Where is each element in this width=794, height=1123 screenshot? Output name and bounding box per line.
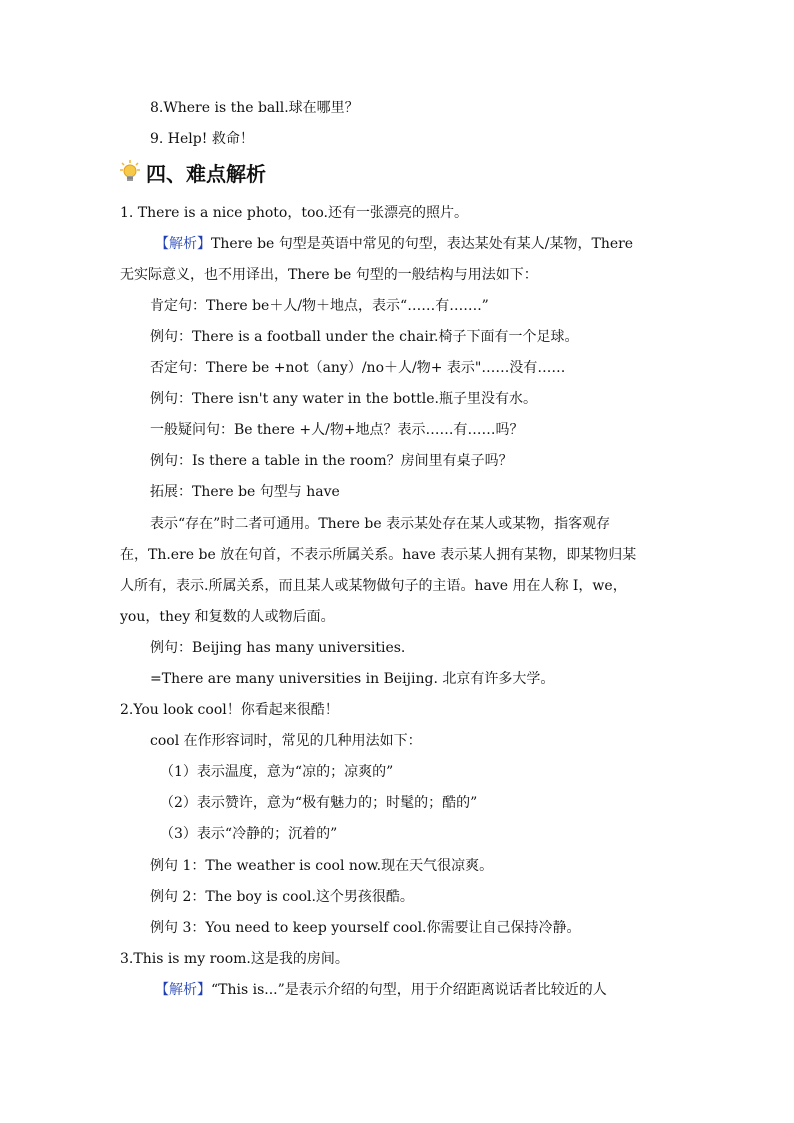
text-line: 例句：Beijing has many universities. xyxy=(150,640,406,656)
analysis-tag: 【解析】 xyxy=(155,236,211,252)
text-line: 否定句：There be +not（any）/no＋人/物+ 表示"……没有…… xyxy=(150,360,566,376)
text-line: 一般疑问句：Be there +人/物+地点？表示……有……吗？ xyxy=(150,422,524,438)
text-span: There be 句型是英语中常见的句型，表达某处有某人/某物，There xyxy=(211,236,634,252)
text-line: 8.Where is the ball.球在哪里？ xyxy=(150,100,359,116)
text-line: 无实际意义，也不用译出，There be 句型的一般结构与用法如下： xyxy=(120,267,538,283)
text-line: 人所有，表示.所属关系，而且某人或某物做句子的主语。have 用在人称 I，we， xyxy=(120,578,627,594)
text-span: “This is...”是表示介绍的句型，用于介绍距离说话者比较近的人 xyxy=(211,982,607,998)
text-line: （2）表示赞许，意为“极有魅力的；时髦的；酷的” xyxy=(160,795,478,811)
text-line: 例句 3：You need to keep yourself cool.你需要让自己保持冷静。 xyxy=(150,920,581,936)
text-line xyxy=(155,234,633,254)
text-line: 肯定句：There be＋人/物＋地点，表示“……有…….” xyxy=(150,298,489,314)
text-line xyxy=(155,980,607,1000)
analysis-tag: 【解析】 xyxy=(155,982,211,998)
text-line: （3）表示“冷静的；沉着的” xyxy=(160,826,338,842)
text-line: cool 在作形容词时，常见的几种用法如下： xyxy=(150,733,422,749)
section-heading: 四、难点解析 xyxy=(146,162,266,186)
text-line: 2.You look cool！你看起来很酷！ xyxy=(120,702,339,718)
text-line: you，they 和复数的人或物后面。 xyxy=(120,609,335,625)
text-line: （1）表示温度，意为“凉的；凉爽的” xyxy=(160,764,394,780)
text-line: 例句 2：The boy is cool.这个男孩很酷。 xyxy=(150,889,414,905)
text-line: 3.This is my room.这是我的房间。 xyxy=(120,951,349,967)
text-line: 例句：There isn't any water in the bottle.瓶子里没有水。 xyxy=(150,391,537,407)
lightbulb-icon xyxy=(120,160,140,184)
text-line: 表示“存在”时二者可通用。There be 表示某处存在某人或某物，指客观存 xyxy=(150,516,611,532)
text-line: 例句：Is there a table in the room？房间里有桌子吗？ xyxy=(150,453,513,469)
text-line: =There are many universities in Beijing. 北京有许多大学。 xyxy=(150,671,555,687)
text-line: 在，Th.ere be 放在句首，不表示所属关系。have 表示某人拥有某物，即某物归某 xyxy=(120,547,637,563)
text-line: 例句 1：The weather is cool now.现在天气很凉爽。 xyxy=(150,858,494,874)
text-line: 例句：There is a football under the chair.椅子下面有一个足球。 xyxy=(150,329,579,345)
text-line: 1. There is a nice photo，too.还有一张漂亮的照片。 xyxy=(120,205,469,221)
text-line: 拓展：There be 句型与 have xyxy=(150,484,340,500)
text-line: 9. Help! 救命！ xyxy=(150,131,254,147)
